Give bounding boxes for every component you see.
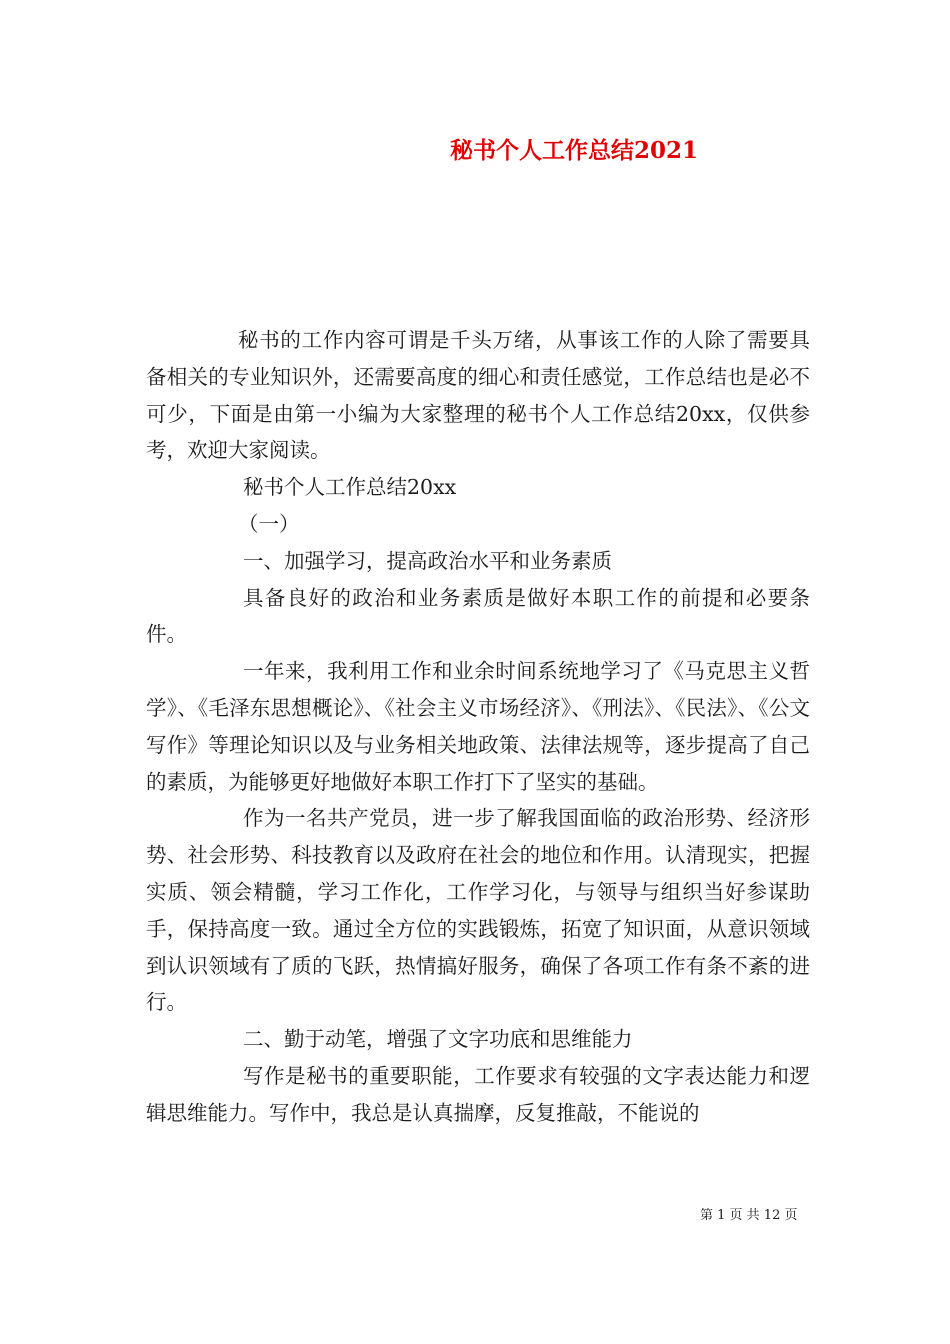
document-body bbox=[146, 322, 810, 1132]
subtitle-line: 秘书个人工作总结20xx bbox=[243, 475, 457, 500]
paragraph-party-member: 作为一名共产党员，进一步了解我国面临的政治形势、经济形势、社会形势、科技教育以及政府在社会的地位和作用。认清现实，把握实质、领会精髓，学习工作化，工作学习化，与领导与组织当好参谋助手，保持高度一致。通过全方位的实践锻炼，拓宽了知识面，从意识领域到认识领域有了质的飞跃，热情搞好服务，确保了各项工作有条不紊的进行。 bbox=[146, 806, 810, 1015]
paragraph-study: 一年来，我利用工作和业余时间系统地学习了《马克思主义哲学》、《毛泽东思想概论》、《社会主义市场经济》、《刑法》、《民法》、《公文写作》等理论知识以及与业务相关地政策、法律法规等，逐步提高了自己的素质，为能够更好地做好本职工作打下了坚实的基础。 bbox=[146, 659, 810, 794]
document-title: 秘书个人工作总结2021 bbox=[449, 137, 698, 164]
paragraph-conditions: 具备良好的政治和业务素质是做好本职工作的前提和必要条件。 bbox=[146, 585, 810, 647]
paragraph-writing: 写作是秘书的重要职能，工作要求有较强的文字表达能力和逻辑思维能力。写作中，我总是认真揣摩，反复推敲，不能说的 bbox=[146, 1063, 810, 1125]
section-heading-2: 二、勤于动笔，增强了文字功底和思维能力 bbox=[243, 1027, 633, 1052]
section-heading-1: 一、加强学习，提高政治水平和业务素质 bbox=[243, 548, 612, 573]
section-number: （一） bbox=[238, 511, 300, 536]
intro-paragraph: 秘书的工作内容可谓是千头万绪，从事该工作的人除了需要具备相关的专业知识外，还需要高度的细心和责任感觉，工作总结也是必不可少，下面是由第一小编为大家整理的秘书个人工作总结20xx，仅供参考，欢迎大家阅读。 bbox=[146, 328, 810, 463]
page-footer: 第 1 页 共 12 页 bbox=[700, 1208, 798, 1223]
